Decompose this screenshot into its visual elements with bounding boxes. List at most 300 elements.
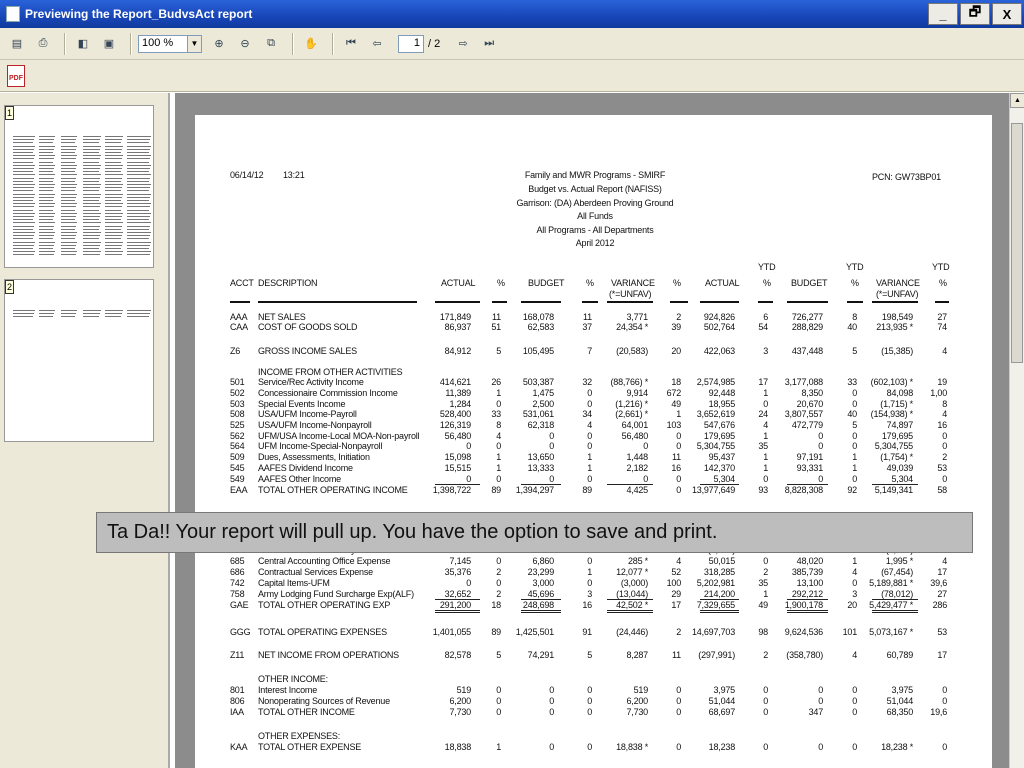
table-cell: 0 <box>466 578 471 588</box>
report-time: 13:21 <box>283 170 305 180</box>
row-label: AAFES Other Income <box>258 474 341 484</box>
table-cell: 0 <box>587 431 592 441</box>
table-cell: 385,739 <box>791 567 823 577</box>
table-cell: 0 <box>942 742 947 752</box>
table-cell: 17 <box>671 600 681 610</box>
table-cell: 0 <box>852 707 857 717</box>
table-cell: 4 <box>496 431 501 441</box>
column-header: VARIANCE <box>611 278 655 288</box>
report-viewer[interactable] <box>175 93 1009 768</box>
table-cell: 49 <box>758 600 768 610</box>
table-cell: 9,624,536 <box>784 627 823 637</box>
table-cell: 8 <box>852 312 857 322</box>
table-cell: 0 <box>549 696 554 706</box>
table-cell: 291,200 <box>439 600 471 610</box>
table-cell: 16 <box>937 420 947 430</box>
table-cell: 0 <box>852 474 857 484</box>
table-cell: 0 <box>676 431 681 441</box>
table-cell: 0 <box>496 696 501 706</box>
table-cell: 0 <box>676 441 681 451</box>
row-label: 806 <box>230 696 245 706</box>
row-label: 549 <box>230 474 245 484</box>
table-cell: 0 <box>587 685 592 695</box>
table-cell: 64,001 <box>621 420 648 430</box>
table-cell: 35 <box>758 578 768 588</box>
table-cell: (3,000) <box>620 578 648 588</box>
table-cell: 8 <box>496 420 501 430</box>
row-label: 564 <box>230 441 245 451</box>
row-label: Contractual Services Expense <box>258 567 373 577</box>
table-cell: 18,238 * <box>881 742 913 752</box>
table-cell: 4 <box>942 409 947 419</box>
table-cell: 4 <box>852 650 857 660</box>
table-cell: 1 <box>763 388 768 398</box>
table-cell: 91 <box>582 627 592 637</box>
row-label: 503 <box>230 399 245 409</box>
hand-tool-icon[interactable]: ✋ <box>304 38 318 50</box>
row-label: TOTAL OTHER EXPENSE <box>258 742 362 752</box>
table-cell: 51,044 <box>708 696 735 706</box>
table-cell: 179,695 <box>703 431 735 441</box>
table-cell: 3,771 <box>626 312 648 322</box>
table-cell: 62,318 <box>527 420 554 430</box>
zoom-out-icon[interactable]: ⊖ <box>240 38 250 50</box>
table-cell: (20,583) <box>616 346 648 356</box>
table-cell: 0 <box>496 578 501 588</box>
table-cell: 0 <box>763 696 768 706</box>
table-cell: 0 <box>587 578 592 588</box>
chevron-down-icon[interactable]: ▼ <box>188 35 202 53</box>
page-thumbnail-2[interactable] <box>4 279 154 442</box>
table-cell: 547,676 <box>703 420 735 430</box>
row-label: NET SALES <box>258 312 306 322</box>
table-cell: 8,828,308 <box>784 485 823 495</box>
table-cell: 4 <box>763 420 768 430</box>
row-label: Dues, Assessments, Initiation <box>258 452 370 462</box>
table-cell: 0 <box>942 441 947 451</box>
zoom-field[interactable]: 100 % <box>138 35 188 53</box>
report-pcn: PCN: GW73BP01 <box>872 172 941 182</box>
table-cell: 198,549 <box>881 312 913 322</box>
table-cell: 5,189,881 * <box>869 578 913 588</box>
table-cell: 0 <box>549 431 554 441</box>
table-cell: 1 <box>852 452 857 462</box>
table-cell: 0 <box>587 696 592 706</box>
table-cell: 13,100 <box>796 578 823 588</box>
report-title-line: All Programs - All Departments <box>536 225 654 235</box>
report-date: 06/14/12 <box>230 170 264 180</box>
table-cell: 1 <box>496 463 501 473</box>
table-cell: 3 <box>763 346 768 356</box>
table-cell: 142,370 <box>703 463 735 473</box>
table-cell: 74 <box>937 322 947 332</box>
table-cell: 3,000 <box>532 578 554 588</box>
table-cell: 0 <box>676 685 681 695</box>
table-cell: 62,583 <box>527 322 554 332</box>
table-cell: 5 <box>496 650 501 660</box>
table-cell: 0 <box>818 431 823 441</box>
table-cell: 98 <box>758 627 768 637</box>
table-cell: 2 <box>496 589 501 599</box>
table-cell: 74,291 <box>527 650 554 660</box>
table-cell: 5,304,755 <box>696 441 735 451</box>
table-cell: (13,044) <box>616 589 648 599</box>
table-cell: 53 <box>937 463 947 473</box>
table-cell: 5,304 <box>891 474 913 484</box>
table-cell: 0 <box>549 742 554 752</box>
row-label: 686 <box>230 567 245 577</box>
first-page-icon[interactable]: ⏮ <box>346 37 356 49</box>
table-cell: 19 <box>937 377 947 387</box>
table-cell: 93,331 <box>796 463 823 473</box>
table-cell: 0 <box>818 685 823 695</box>
row-label: AAA <box>230 312 248 322</box>
table-cell: 0 <box>818 441 823 451</box>
table-cell: 4 <box>852 567 857 577</box>
table-cell: 105,495 <box>522 346 554 356</box>
table-cell: 92,448 <box>708 388 735 398</box>
table-cell: 1 <box>763 452 768 462</box>
table-cell: 0 <box>852 399 857 409</box>
table-cell: 1 <box>763 463 768 473</box>
table-cell: 52 <box>671 567 681 577</box>
row-label: GROSS INCOME SALES <box>258 346 357 356</box>
multi-page-icon[interactable]: ⧉ <box>267 37 275 49</box>
prev-page-icon[interactable]: ⇦ <box>372 38 382 50</box>
table-cell: 171,849 <box>439 312 471 322</box>
table-cell: 45,696 <box>527 589 554 599</box>
pdf-icon[interactable]: PDF <box>7 65 25 87</box>
table-cell: 347 <box>808 707 823 717</box>
table-cell: 17 <box>937 567 947 577</box>
row-label: NET INCOME FROM OPERATIONS <box>258 650 399 660</box>
table-cell: 0 <box>763 685 768 695</box>
table-cell: 1,394,297 <box>515 485 554 495</box>
row-label: 509 <box>230 452 245 462</box>
export-icon[interactable]: ▤ <box>11 38 23 50</box>
table-cell: 1 <box>587 452 592 462</box>
unfav-note: (*=UNFAV) <box>609 289 652 299</box>
table-cell: 89 <box>491 627 501 637</box>
row-label: Service/Rec Activity Income <box>258 377 364 387</box>
row-label: Nonoperating Sources of Revenue <box>258 696 390 706</box>
table-cell: 0 <box>852 696 857 706</box>
table-cell: 5 <box>852 346 857 356</box>
table-cell: 11,389 <box>445 388 471 398</box>
column-header: ACTUAL <box>441 278 476 288</box>
table-cell: 93 <box>758 485 768 495</box>
table-cell: 1,900,178 <box>784 600 823 610</box>
column-header: DESCRIPTION <box>258 278 318 288</box>
row-label: IAA <box>230 707 244 717</box>
row-label: UFM/USA Income-Local MOA-Non-payroll <box>258 431 420 441</box>
restore-button[interactable]: 🗗 <box>960 3 990 25</box>
page-thumbnail-1[interactable] <box>4 105 154 268</box>
scroll-up-icon[interactable]: ▲ <box>1010 93 1024 108</box>
row-label: 525 <box>230 420 245 430</box>
table-cell: 4 <box>587 420 592 430</box>
table-cell: 286 <box>932 600 947 610</box>
table-cell: 17 <box>758 377 768 387</box>
row-label: 685 <box>230 556 245 566</box>
table-cell: 35 <box>758 441 768 451</box>
table-cell: 18,838 * <box>616 742 648 752</box>
table-cell: 0 <box>763 399 768 409</box>
column-header: VARIANCE <box>876 278 920 288</box>
report-page <box>195 115 992 768</box>
table-cell: 60,789 <box>886 650 913 660</box>
table-cell: 16 <box>671 463 681 473</box>
row-label: GGG <box>230 627 251 637</box>
table-cell: 3,177,088 <box>784 377 823 387</box>
instruction-callout: Ta Da!! Your report will pull up. You have the option to save and print. <box>96 512 973 553</box>
table-cell: 7,145 <box>449 556 471 566</box>
table-cell: 1,284 <box>449 399 471 409</box>
table-cell: 0 <box>818 474 823 484</box>
table-cell: (1,754) * <box>880 452 913 462</box>
row-label: Concessionaire Commission Income <box>258 388 398 398</box>
table-cell: 40 <box>847 322 857 332</box>
table-cell: 213,935 * <box>876 322 913 332</box>
row-label: EAA <box>230 485 248 495</box>
table-cell: 39,6 <box>930 578 947 588</box>
table-cell: 48,020 <box>796 556 823 566</box>
table-cell: 0 <box>587 388 592 398</box>
table-cell: 8 <box>942 399 947 409</box>
table-cell: 519 <box>456 685 471 695</box>
table-cell: (78,012) <box>881 589 913 599</box>
table-cell: 1 <box>587 567 592 577</box>
table-cell: 3,975 <box>713 685 735 695</box>
table-cell: (358,780) <box>786 650 823 660</box>
table-cell: (1,216) * <box>615 399 648 409</box>
report-title-line: Family and MWR Programs - SMIRF <box>524 170 666 180</box>
table-cell: 84,912 <box>444 346 471 356</box>
row-label: TOTAL OTHER INCOME <box>258 707 355 717</box>
table-cell: 33 <box>847 377 857 387</box>
table-cell: 18 <box>491 600 501 610</box>
row-label: Interest Income <box>258 685 318 695</box>
table-cell: 248,698 <box>522 600 554 610</box>
table-cell: 50,015 <box>708 556 735 566</box>
table-cell: 0 <box>643 441 648 451</box>
table-cell: 86,937 <box>444 322 471 332</box>
page-total: / 2 <box>428 37 441 50</box>
table-cell: 0 <box>942 685 947 695</box>
document-icon <box>6 6 20 22</box>
table-cell: 0 <box>466 474 471 484</box>
table-cell: (602,103) * <box>870 377 913 387</box>
table-cell: 0 <box>549 685 554 695</box>
table-cell: 2,182 <box>626 463 648 473</box>
unfav-note: (*=UNFAV) <box>876 289 919 299</box>
row-label: AAFES Dividend Income <box>258 463 353 473</box>
table-cell: 20 <box>847 600 857 610</box>
table-cell: 414,621 <box>439 377 471 387</box>
table-cell: 531,061 <box>522 409 554 419</box>
table-cell: 4 <box>676 556 681 566</box>
table-cell: 100 <box>666 578 681 588</box>
table-cell: 82,578 <box>444 650 471 660</box>
row-label: TOTAL OPERATING EXPENSES <box>258 627 387 637</box>
table-cell: (88,766) * <box>610 377 648 387</box>
column-header: % <box>763 278 771 288</box>
table-cell: 56,480 <box>621 431 648 441</box>
column-header: BUDGET <box>528 278 565 288</box>
table-cell: 103 <box>666 420 681 430</box>
row-label: 758 <box>230 589 245 599</box>
column-header: % <box>673 278 681 288</box>
table-cell: 0 <box>676 485 681 495</box>
table-cell: 2 <box>496 567 501 577</box>
table-cell: 95,437 <box>708 452 735 462</box>
row-label: USA/UFM Income-Nonpayroll <box>258 420 372 430</box>
row-label: Special Events Income <box>258 399 346 409</box>
table-cell: 0 <box>763 556 768 566</box>
table-cell: (67,454) <box>881 567 913 577</box>
table-cell: 3 <box>587 589 592 599</box>
zoom-in-icon[interactable]: ⊕ <box>214 38 224 50</box>
table-cell: 2 <box>676 312 681 322</box>
table-cell: 0 <box>942 474 947 484</box>
table-cell: 58 <box>937 485 947 495</box>
print-icon[interactable]: ⎙ <box>38 37 48 49</box>
table-cell: 32 <box>582 377 592 387</box>
table-cell: 0 <box>587 707 592 717</box>
table-cell: 0 <box>496 685 501 695</box>
table-cell: (154,938) * <box>870 409 913 419</box>
table-cell: 74,897 <box>886 420 913 430</box>
table-cell: 15,515 <box>444 463 471 473</box>
row-label: CAA <box>230 322 248 332</box>
thumbnail-pane <box>0 93 170 768</box>
table-cell: 6,200 <box>449 696 471 706</box>
table-cell: 2,500 <box>532 399 554 409</box>
table-cell: 0 <box>587 441 592 451</box>
table-cell: 0 <box>942 431 947 441</box>
table-cell: 32,652 <box>444 589 471 599</box>
row-label: Capital Items-UFM <box>258 578 330 588</box>
table-cell: 0 <box>763 707 768 717</box>
table-cell: 4 <box>942 346 947 356</box>
table-cell: 0 <box>852 742 857 752</box>
table-cell: 92 <box>847 485 857 495</box>
row-label: OTHER INCOME: <box>258 674 328 684</box>
table-cell: 437,448 <box>791 346 823 356</box>
table-cell: 35,376 <box>444 567 471 577</box>
table-cell: 0 <box>496 474 501 484</box>
table-cell: 7,730 <box>626 707 648 717</box>
window-title: Previewing the Report_BudvsAct report <box>25 7 253 21</box>
ytd-label: YTD <box>932 262 950 272</box>
report-title-line: Budget vs. Actual Report (NAFISS) <box>528 184 662 194</box>
table-cell: 168,078 <box>522 312 554 322</box>
table-cell: 0 <box>549 707 554 717</box>
last-page-icon[interactable]: ⏭ <box>484 37 495 49</box>
ytd-label: YTD <box>846 262 864 272</box>
table-cell: 5,073,167 * <box>869 627 913 637</box>
close-button[interactable]: X <box>992 3 1022 25</box>
scrollbar-thumb[interactable] <box>1011 123 1023 363</box>
table-cell: 1 <box>763 431 768 441</box>
row-label: 545 <box>230 463 245 473</box>
table-cell: (1,715) * <box>880 399 913 409</box>
row-label: COST OF GOODS SOLD <box>258 322 358 332</box>
table-cell: 0 <box>852 431 857 441</box>
table-cell: 214,200 <box>703 589 735 599</box>
column-header: ACCT <box>230 278 254 288</box>
table-cell: (297,991) <box>698 650 735 660</box>
row-label: GAE <box>230 600 249 610</box>
row-label: 562 <box>230 431 245 441</box>
table-cell: 1 <box>763 589 768 599</box>
thumbnail-number: 1 <box>6 108 12 118</box>
table-cell: 528,400 <box>439 409 471 419</box>
table-cell: 179,695 <box>881 431 913 441</box>
table-cell: 2 <box>942 452 947 462</box>
page-number-input[interactable]: 1 <box>398 35 424 53</box>
table-cell: 318,285 <box>703 567 735 577</box>
table-cell: (24,446) <box>616 627 648 637</box>
table-cell: 5 <box>852 420 857 430</box>
column-header: % <box>586 278 594 288</box>
monitor-icon[interactable]: ▣ <box>103 38 115 50</box>
table-cell: 2 <box>676 627 681 637</box>
row-label: USA/UFM Income-Payroll <box>258 409 357 419</box>
table-cell: 4,425 <box>626 485 648 495</box>
table-cell: 472,779 <box>791 420 823 430</box>
table-cell: 9,914 <box>626 388 648 398</box>
table-cell: 285 * <box>627 556 648 566</box>
export-toolbar <box>0 60 1024 92</box>
table-cell: 7,730 <box>449 707 471 717</box>
table-cell: 1,995 * <box>885 556 913 566</box>
toggle-tree-icon[interactable]: ◧ <box>77 38 89 50</box>
row-label: UFM Income-Special-Nonpayroll <box>258 441 383 451</box>
next-page-icon[interactable]: ⇨ <box>458 38 468 50</box>
table-cell: 26 <box>491 377 501 387</box>
table-cell: 1 <box>587 463 592 473</box>
table-cell: 56,480 <box>444 431 471 441</box>
thumbnail-number: 2 <box>6 282 12 292</box>
table-cell: 0 <box>496 556 501 566</box>
table-cell: 0 <box>496 441 501 451</box>
table-cell: 11 <box>492 312 501 322</box>
table-cell: 34 <box>582 409 592 419</box>
table-cell: 1 <box>676 409 681 419</box>
table-cell: 51 <box>491 322 501 332</box>
table-cell: 1 <box>496 452 501 462</box>
table-cell: 101 <box>842 627 857 637</box>
table-cell: 29 <box>671 589 681 599</box>
minimize-button[interactable]: _ <box>928 3 958 25</box>
table-cell: 39 <box>671 322 681 332</box>
table-cell: 726,277 <box>791 312 823 322</box>
table-cell: 11 <box>583 312 592 322</box>
table-cell: 6,860 <box>532 556 554 566</box>
table-cell: 6,200 <box>626 696 648 706</box>
table-cell: 0 <box>496 707 501 717</box>
row-label: Central Accounting Office Expense <box>258 556 391 566</box>
vertical-scrollbar[interactable] <box>1009 93 1024 768</box>
table-cell: 0 <box>763 474 768 484</box>
table-cell: 3,652,619 <box>696 409 735 419</box>
table-cell: 1,425,501 <box>515 627 554 637</box>
table-cell: 0 <box>643 474 648 484</box>
table-cell: 84,098 <box>886 388 913 398</box>
table-cell: 15,098 <box>444 452 471 462</box>
table-cell: 6 <box>763 312 768 322</box>
